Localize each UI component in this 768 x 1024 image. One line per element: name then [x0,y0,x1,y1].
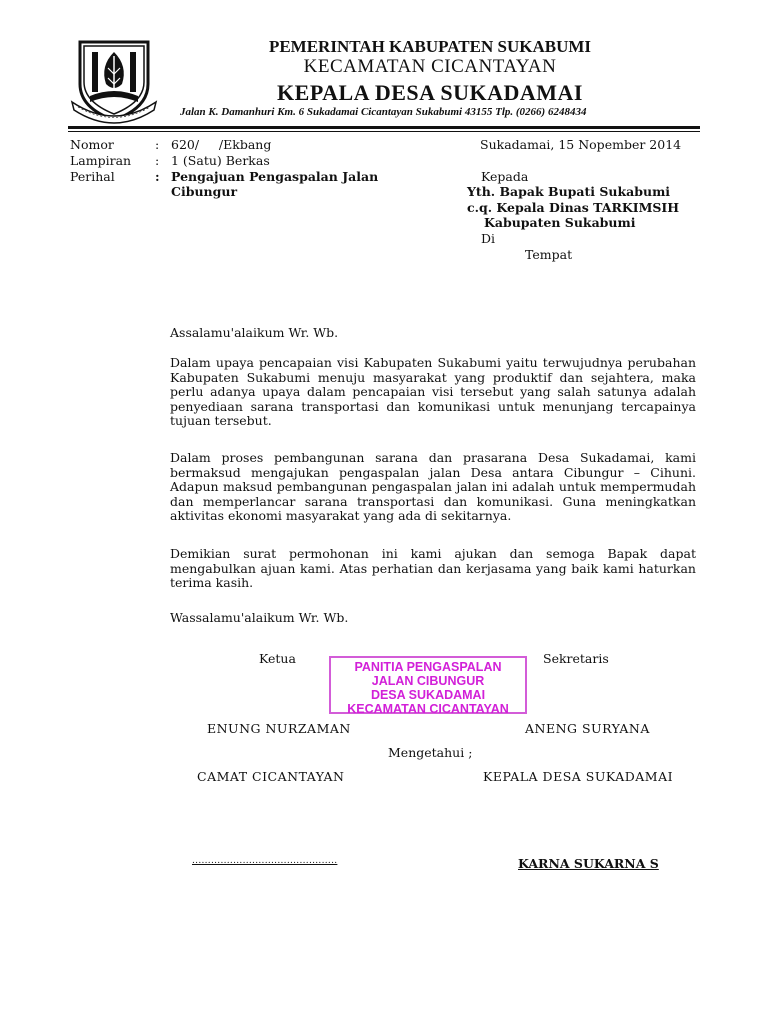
sekretaris-label: Sekretaris [543,651,609,666]
nomor-value: 620/ /Ekbang [171,137,272,152]
government-title: PEMERINTAH KABUPATEN SUKABUMI [268,37,592,56]
letter-date: Sukadamai, 15 Nopember 2014 [480,137,682,152]
recipient-line2: c.q. Kepala Dinas TARKIMSIH [467,200,680,215]
camat-name-placeholder: .............................................. [192,856,338,866]
closing: Wassalamu'alaikum Wr. Wb. [170,610,349,625]
paragraph-1: Dalam upaya pencapaian visi Kabupaten Sukabumi yaitu terwujudnya perubahan Kabupaten Sukabumi menuju masyarakat yang produktif dan sejahtera, maka perlu adanya upaya dalam pencapaian visi tersebut yang salah satunya adalah penyediaan sarana transportasi dan komunikasi untuk menunjang tercapainya tujuan tersebut. [170,355,696,428]
perihal-value: Pengajuan Pengaspalan Jalan [171,169,379,184]
lampiran-label: Lampiran [70,153,132,168]
lampiran-value: 1 (Satu) Berkas [171,153,270,168]
district-title: KECAMATAN CICANTAYAN [303,56,557,77]
nomor-colon: : [155,137,160,152]
perihal-value-line2: Cibungur [171,184,238,199]
greeting: Assalamu'alaikum Wr. Wb. [170,325,339,340]
lampiran-colon: : [155,153,160,168]
letterhead-address: Jalan K. Damanhuri Km. 6 Sukadamai Cicantayan Sukabumi 43155 Tlp. (0266) 6248434 [180,106,587,118]
header-divider-thin [68,131,700,132]
ketua-name: ENUNG NURZAMAN [207,721,351,736]
recipient-line1: Yth. Bapak Bupati Sukabumi [467,184,671,199]
mengetahui-label: Mengetahui ; [388,745,473,760]
kades-label: KEPALA DESA SUKADAMAI [483,769,674,784]
perihal-colon: : [155,169,160,184]
tempat-label: Tempat [525,247,573,262]
regency-logo [70,38,158,124]
perihal-label: Perihal [70,169,115,184]
kades-name: KARNA SUKARNA S [518,856,659,871]
stamp-line1: PANITIA PENGASPALAN [354,660,502,674]
sekretaris-name: ANENG SURYANA [525,721,650,736]
recipient-line3: Kabupaten Sukabumi [484,215,636,230]
ketua-label: Ketua [259,651,296,666]
stamp-line4: KECAMATAN CICANTAYAN [347,702,509,716]
camat-label: CAMAT CICANTAYAN [197,769,345,784]
paragraph-2: Dalam proses pembangunan sarana dan prasarana Desa Sukadamai, kami bermaksud mengajukan pengaspalan jalan Desa antara Cibungur – Cihuni. Adapun maksud pembangunan pengaspalan jalan ini adalah untuk mempermudah dan memperlancar sarana transportasi dan komunikasi. Guna meningkatkan aktivitas ekonomi masyarakat yang ada di sekitarnya. [170,450,696,523]
stamp-line2: JALAN CIBUNGUR [371,674,485,688]
committee-stamp [329,656,527,714]
header-divider-thick [68,126,700,129]
village-head-title: KEPALA DESA SUKADAMAI [277,80,583,105]
di-label: Di [481,231,496,246]
nomor-label: Nomor [70,137,114,152]
stamp-line3: DESA SUKADAMAI [370,688,486,702]
kepada-label: Kepada [481,169,529,184]
paragraph-3: Demikian surat permohonan ini kami ajukan dan semoga Bapak dapat mengabulkan ajuan kami. Atas perhatian dan kerjasama yang baik kami haturkan terima kasih. [170,546,696,590]
